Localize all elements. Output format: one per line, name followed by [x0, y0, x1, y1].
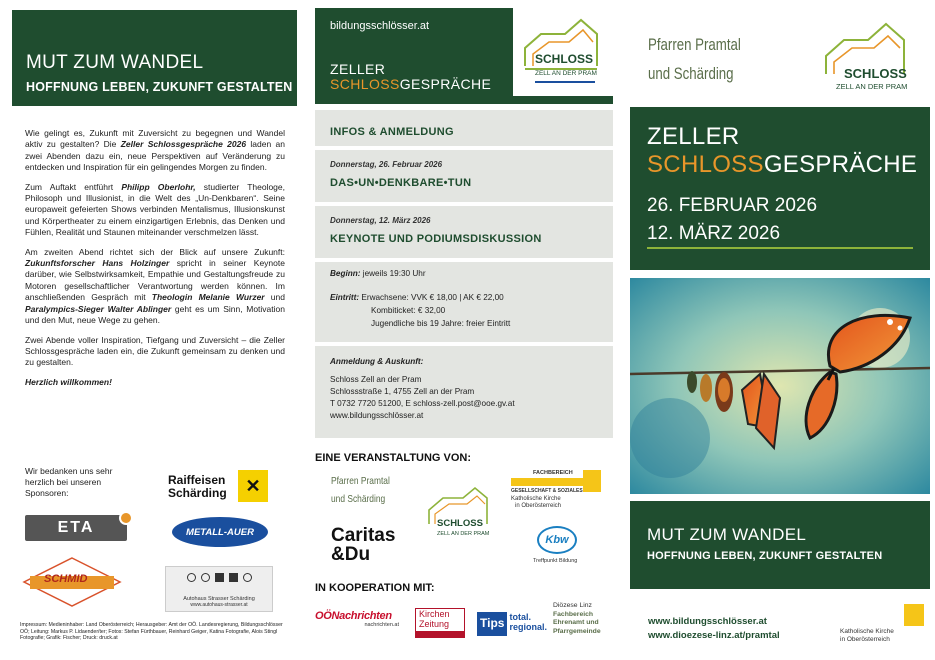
event-brand: ZELLER SCHLOSSGESPRÄCHE	[330, 61, 492, 92]
title-block	[630, 107, 930, 270]
cooperation-heading: IN KOOPERATION MIT:	[315, 582, 435, 594]
motto-title: MUT ZUM WANDEL	[647, 525, 807, 544]
kirche-icon	[904, 604, 924, 626]
paragraph-2: Zum Auftakt entführt Philipp Oberlohr, studierter Theologe, Philosoph und Illusionist, in die Welt des „Un-Denkbaren“. Seine europaweit gefeierten Shows verbinden Mentalismus, Illusionskunst und Körpertheater zu einem einzigartigen Erlebnis, das Denken und Fühlen, Realität und Staunen miteinander verschmelzen lässt.	[25, 181, 286, 238]
paragraph-4: Zwei Abende voller Inspiration, Tiefgang und Zuversicht – die Zeller Schlossgespräche laden ein, die Zukunft gemeinsam zu denken und zu gestalten.	[25, 334, 285, 368]
motto-subtitle: HOFFNUNG LEBEN, ZUKUNFT GESTALTEN	[647, 550, 883, 562]
address-line-1: Schloss Zell an der Pram	[330, 375, 422, 384]
beginn-line: Beginn: jeweils 19:30 Uhr	[330, 269, 426, 278]
panel-middle	[315, 0, 615, 660]
site-url: bildungsschlösser.at	[330, 20, 430, 32]
tips-logo: Tips total. regional.	[477, 612, 547, 636]
event1-date: Donnerstag, 26. Februar 2026	[330, 160, 443, 169]
motto-block	[630, 501, 930, 589]
paragraph-1: Wie gelingt es, Zukunft mit Zuversicht zu begegnen und Wandel aktiv zu gestalten? Die Zeller Schlossgespräche 2026 laden an zwei Abenden dazu ein, neue Perspektiven auf Veränderung zu entdecken und Inspiration für ein gelingendes Morgen zu finden.	[25, 128, 285, 173]
eta-logo: ETA	[25, 515, 127, 541]
event-name-line1: ZELLER	[647, 123, 740, 150]
schloss-logo: SCHLOSS ZELL AN DER PRAM	[513, 8, 613, 96]
metall-auer-logo: METALL-AUER	[172, 517, 268, 547]
paragraph-3: Am zweiten Abend richtet sich der Blick auf unsere Zukunft: Zukunftsforscher Hans Holzinger spricht in seiner Keynote darüber, wie Selbstwirksamkeit, Empathie und Gestaltungsfreude zu Motoren gesellschaftlicher Verantwortung werden können. Im anschließenden Gespräch mit Theologin Melanie Wurzer und Paralympics-Sieger Walter Ablinger geht es um Sinn, Motivation und den Mut, neue Wege zu gehen.	[25, 246, 285, 326]
butterfly-photo	[630, 278, 930, 494]
kombi-line: Kombiticket: € 32,00	[371, 306, 446, 315]
contact-box	[315, 346, 613, 438]
kirchenzeitung-logo: Kirchen Zeitung	[415, 608, 465, 638]
title: MUT ZUM WANDEL	[26, 52, 204, 73]
raiffeisen-icon: ✕	[238, 470, 268, 502]
event1-title: DAS•UN•DENKBARE•TUN	[330, 177, 472, 189]
autohaus-logo: Autohaus Strasser Schärding www.autohaus-strasser.at	[165, 566, 273, 612]
dioezese-logo: Diözese Linz Fachbereich Ehrenamt und Pfarrgemeinde	[553, 602, 601, 635]
eintritt-line: Eintritt: Erwachsene: VVK € 18,00 | AK € 22,00	[330, 293, 504, 302]
youth-line: Jugendliche bis 19 Jahre: freier Eintritt	[371, 319, 511, 328]
event2-date: Donnerstag, 12. März 2026	[330, 216, 431, 225]
raiffeisen-logo: Raiffeisen Schärding ✕	[168, 470, 268, 504]
fachbereich-box-icon	[583, 470, 601, 492]
url-dioezese[interactable]: www.dioezese-linz.at/pramtal	[648, 630, 780, 641]
header-box	[315, 8, 613, 104]
butterfly-metamorphosis-image	[630, 278, 930, 494]
url-list	[648, 615, 780, 643]
fachbereich-logo: FACHBEREICH GESELLSCHAFT & SOZIALES Katholische Kirche in Oberösterreich	[511, 470, 601, 516]
kbw-logo: Kbw Treffpunkt Bildung	[533, 522, 589, 568]
pfarren-logo: Pfarren Pramtal und Schärding	[648, 35, 741, 83]
event2-title: KEYNOTE UND PODIUMSDISKUSSION	[330, 233, 542, 245]
subtitle: HOFFNUNG LEBEN, ZUKUNFT GESTALTEN	[26, 80, 293, 94]
divider	[647, 247, 913, 249]
pfarren-logo: Pfarren Pramtal und Schärding	[331, 475, 390, 505]
impressum: Impressum: Medieninhaber: Land Oberösterreich; Herausgeber: Amt der OÖ. Landesregierung, Bildungsschlösser OÖ; Leitung: Markus P. Lidaender/ter; Fotos: Stefan Fürthbauer, Reinhard Geiger, Katina Fotografie, Alois Stingl Fotografie; Grafik: Fischer; Druck: druck.at	[20, 622, 283, 642]
eta-badge-icon	[119, 511, 133, 525]
schloss-logo-small: SCHLOSS ZELL AN DER PRAM	[423, 484, 503, 540]
url-bildungsschloesser[interactable]: www.bildungsschlösser.at	[648, 616, 767, 627]
organizer-heading: EINE VERANSTALTUNG VON:	[315, 452, 472, 464]
caritas-logo: Caritas &Du	[331, 525, 396, 565]
panel-right: Pfarren Pramtal und Schärding SCHLOSS ZELL AN DER PRAM ZELLER SCHLOSSGESPRÄCHE 26. FEBRUAR 2026 12. MÄRZ 2026 MUT ZUM WANDEL HOFFNUNG LEBEN, ZUKUNFT GESTALTEN www.bildungsschlösser.at www.dioezese-linz.at/pramtal Katholische Kirche in Oberösterreich	[630, 0, 935, 660]
infos-box	[315, 110, 613, 146]
sponsor-intro: Wir bedanken uns sehr herzlich bei unseren Sponsoren:	[25, 466, 113, 498]
car-brands-icon	[187, 573, 252, 582]
header-box	[12, 10, 297, 106]
address-line-2: Schlossstraße 1, 4755 Zell an der Pram	[330, 387, 475, 396]
contact-line: T 0732 7720 51200, E schloss-zell.post@ooe.gv.at	[330, 399, 515, 408]
body-text	[25, 128, 285, 396]
ooen-logo: OÖNachrichten nachrichten.at	[315, 610, 399, 628]
event2-box	[315, 206, 613, 258]
details-box	[315, 262, 613, 342]
schmid-logo: SCHMID	[22, 556, 122, 608]
event-name-line2: SCHLOSSGESPRÄCHE	[647, 151, 918, 178]
anmeldung-label: Anmeldung & Auskunft:	[330, 357, 424, 366]
panel-left	[0, 0, 310, 660]
website-line: www.bildungsschlösser.at	[330, 411, 424, 420]
date-2: 12. MÄRZ 2026	[647, 223, 781, 244]
welcome-text: Herzlich willkommen!	[25, 376, 112, 387]
schloss-logo: SCHLOSS ZELL AN DER PRAM	[818, 14, 918, 96]
event1-box	[315, 150, 613, 202]
infos-title: INFOS & ANMELDUNG	[330, 126, 454, 138]
date-1: 26. FEBRUAR 2026	[647, 195, 818, 216]
